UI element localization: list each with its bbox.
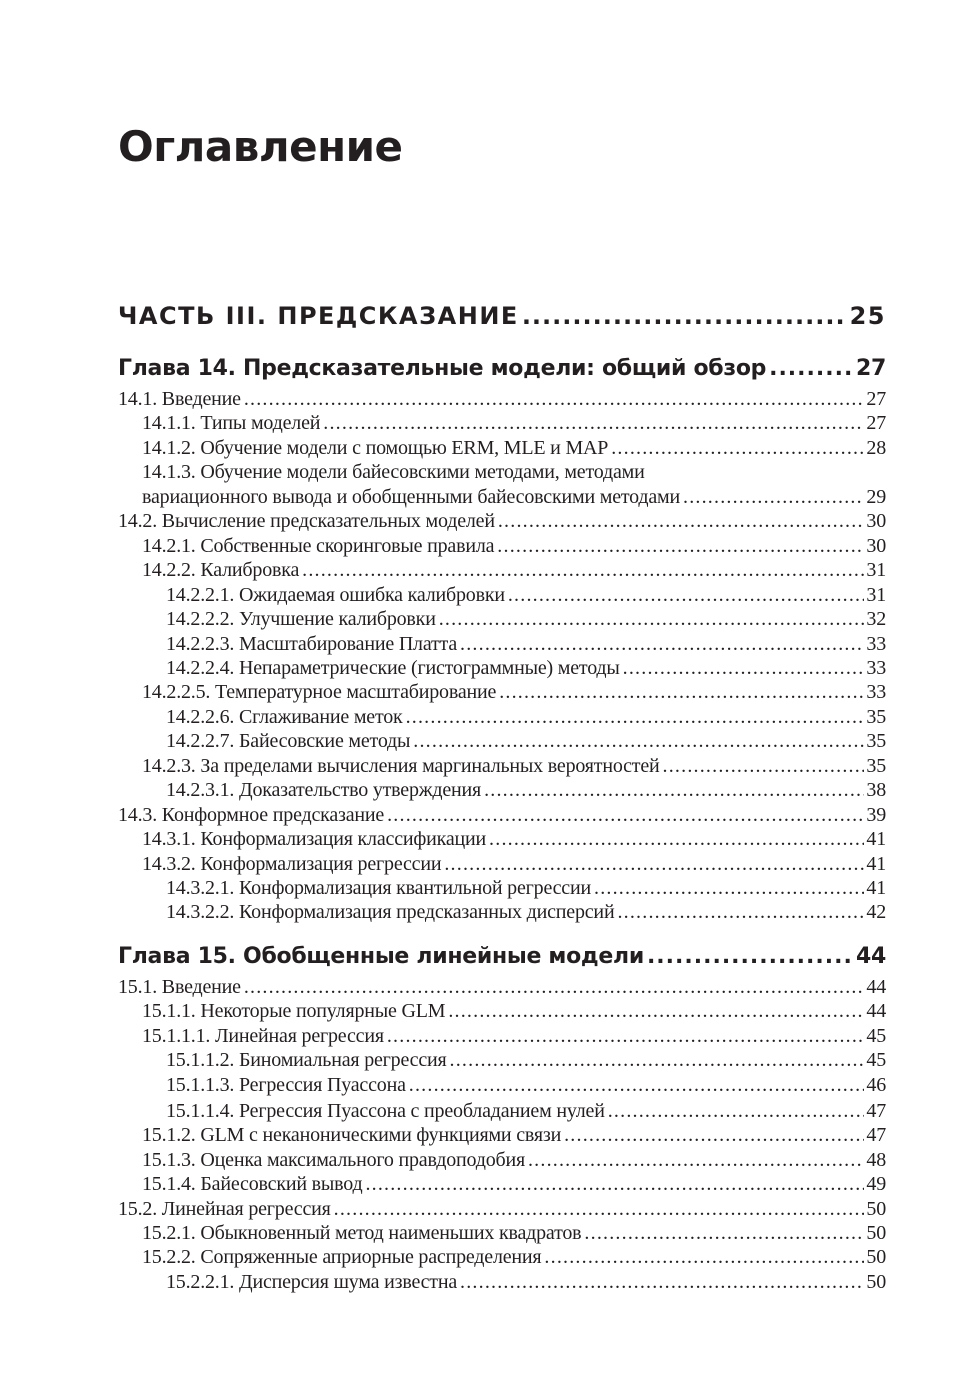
- toc-entry[interactable]: [118, 779, 886, 803]
- page-number: 33: [866, 656, 886, 679]
- entry-label: 14.3. Конформное предсказание: [118, 803, 385, 826]
- page-number: 25: [849, 302, 886, 330]
- entry-label: 14.3.2.1. Конформализация квантильной регрессии: [166, 877, 591, 899]
- toc-entry[interactable]: [118, 1149, 886, 1173]
- chapter-label: Глава 14. Предсказательные модели: общий обзор: [118, 356, 767, 381]
- toc-entry[interactable]: [118, 730, 886, 754]
- dot-leader: [498, 510, 865, 533]
- dot-leader: [387, 804, 864, 827]
- entry-label: 14.2.2.4. Непараметрические (гистограммные) методы: [166, 656, 620, 679]
- toc-entry[interactable]: [118, 877, 886, 901]
- dot-leader: [323, 412, 864, 435]
- toc-entry[interactable]: [118, 437, 886, 461]
- page-number: 50: [866, 1197, 886, 1220]
- dot-leader: [406, 706, 865, 729]
- part-label: ЧАСТЬ III. ПРЕДСКАЗАНИЕ: [118, 302, 519, 330]
- entry-label: 15.1.1.2. Биномиальная регрессия: [166, 1049, 447, 1072]
- page-number: 44: [866, 976, 886, 998]
- entry-label: вариационного вывода и обобщенными байесовскими методами: [142, 485, 680, 508]
- toc-entry[interactable]: [118, 388, 886, 412]
- entry-label: 14.2.2.6. Сглаживание меток: [166, 705, 403, 728]
- dot-leader: [334, 1198, 865, 1221]
- page-number: 41: [866, 852, 886, 875]
- page-number: 27: [855, 356, 886, 381]
- dot-leader: [413, 730, 864, 753]
- entry-label: 14.3.1. Конформализация классификации: [142, 828, 487, 851]
- page-number: 27: [866, 412, 886, 435]
- dot-leader: [584, 1222, 864, 1245]
- page-number: 44: [866, 1000, 886, 1023]
- toc-entry[interactable]: [118, 901, 886, 925]
- page-number: 47: [866, 1099, 886, 1122]
- entry-label: 15.1. Введение: [118, 976, 241, 998]
- toc-entry[interactable]: [118, 535, 886, 559]
- dot-leader: [439, 608, 865, 631]
- dot-leader: [611, 437, 864, 460]
- dot-leader: [244, 976, 865, 999]
- toc-chapter[interactable]: [118, 944, 886, 969]
- toc-entry[interactable]: [118, 828, 886, 852]
- entry-label: 15.2.2. Сопряженные априорные распределения: [142, 1246, 542, 1269]
- page-number: 30: [866, 534, 886, 557]
- toc-entry[interactable]: [118, 486, 886, 510]
- toc-entry[interactable]: [118, 706, 886, 730]
- page-number: 46: [866, 1073, 886, 1096]
- page-number: 39: [866, 803, 886, 826]
- page-number: 33: [866, 632, 886, 655]
- page-number: 38: [866, 779, 886, 802]
- toc-entry[interactable]: [118, 755, 886, 779]
- dot-leader: [663, 755, 865, 778]
- dot-leader: [302, 559, 864, 582]
- dot-leader: [460, 1271, 864, 1294]
- toc-entry[interactable]: [118, 608, 886, 632]
- page-number: 28: [866, 436, 886, 459]
- chapter-label: Глава 15. Обобщенные линейные модели: [118, 944, 644, 969]
- page-number: 41: [866, 877, 886, 899]
- dot-leader: [489, 828, 864, 851]
- toc-entry[interactable]: [118, 559, 886, 583]
- dot-leader: [244, 388, 865, 411]
- dot-leader: [448, 1000, 864, 1023]
- entry-label: 14.2.2. Калибровка: [142, 559, 300, 582]
- entry-label: 15.1.2. GLM с неканоническими функциями связи: [142, 1124, 562, 1147]
- toc-entry[interactable]: [118, 633, 886, 657]
- toc-entry[interactable]: [118, 853, 886, 877]
- entry-label: 15.2.1. Обыкновенный метод наименьших квадратов: [142, 1222, 582, 1244]
- toc-entry[interactable]: [118, 1049, 886, 1073]
- entry-label: 14.2.3. За пределами вычисления маргинальных вероятностей: [142, 754, 660, 777]
- page-number: 45: [866, 1024, 886, 1047]
- page-title: Оглавление: [118, 122, 403, 171]
- page-number: 50: [866, 1246, 886, 1269]
- dot-leader: [499, 681, 864, 704]
- page-number: 48: [866, 1148, 886, 1171]
- dot-leader: [683, 486, 864, 509]
- dot-leader: [409, 1074, 865, 1097]
- page-number: 31: [866, 583, 886, 606]
- dot-leader: [647, 944, 854, 969]
- page-number: 41: [866, 828, 886, 851]
- page-number: 31: [866, 559, 886, 582]
- dot-leader: [608, 1100, 865, 1123]
- toc-entry[interactable]: [118, 1124, 886, 1148]
- dot-leader: [522, 302, 848, 330]
- page-number: 35: [866, 705, 886, 728]
- toc-entry[interactable]: [118, 1271, 886, 1295]
- entry-label: 14.3.2.2. Конформализация предсказанных дисперсий: [166, 901, 615, 924]
- dot-leader: [460, 633, 864, 656]
- entry-label: 14.2.2.3. Масштабирование Платта: [166, 632, 458, 655]
- dot-leader: [564, 1124, 864, 1147]
- page-number: 44: [855, 944, 886, 969]
- page-number: 32: [866, 608, 886, 631]
- dot-leader: [484, 779, 864, 802]
- toc-entry[interactable]: [118, 1025, 886, 1049]
- entry-label: 14.2. Вычисление предсказательных моделей: [118, 510, 495, 533]
- entry-label: 15.1.3. Оценка максимального правдоподобия: [142, 1148, 525, 1171]
- page-number: 35: [866, 730, 886, 753]
- toc-entry[interactable]: [118, 412, 886, 436]
- page-number: 42: [866, 901, 886, 924]
- toc-entry-first-line[interactable]: 14.1.3. Обучение модели байесовскими методами, методами: [142, 461, 645, 484]
- entry-label: 14.1.1. Типы моделей: [142, 412, 321, 435]
- page-number: 47: [866, 1124, 886, 1147]
- toc-entry[interactable]: [118, 1198, 886, 1222]
- page-number: 45: [866, 1049, 886, 1072]
- page-number: 50: [866, 1222, 886, 1244]
- entry-label: 15.1.4. Байесовский вывод: [142, 1173, 363, 1196]
- page-number: 29: [866, 485, 886, 508]
- dot-leader: [365, 1173, 864, 1196]
- dot-leader: [450, 1049, 865, 1072]
- toc-entry[interactable]: [118, 584, 886, 608]
- page-number: 49: [866, 1173, 886, 1196]
- entry-label: 15.1.1.3. Регрессия Пуассона: [166, 1073, 406, 1096]
- dot-leader: [617, 901, 864, 924]
- dot-leader: [497, 535, 864, 558]
- dot-leader: [387, 1025, 865, 1048]
- page-number: 30: [866, 510, 886, 533]
- toc-entry[interactable]: [118, 1222, 886, 1246]
- entry-label: 14.1.2. Обучение модели с помощью ERM, MLE и MAP: [142, 436, 609, 459]
- dot-leader: [508, 584, 865, 607]
- toc-entry[interactable]: [118, 657, 886, 681]
- toc-chapter[interactable]: [118, 356, 886, 381]
- toc-entry[interactable]: [118, 1100, 886, 1124]
- toc-part[interactable]: [118, 302, 886, 330]
- entry-label: 14.2.2.1. Ожидаемая ошибка калибровки: [166, 583, 505, 606]
- entry-label: 14.2.2.7. Байесовские методы: [166, 730, 411, 753]
- page-number: 35: [866, 754, 886, 777]
- entry-label: 15.2. Линейная регрессия: [118, 1197, 331, 1220]
- page-number: 27: [866, 388, 886, 410]
- toc-entry[interactable]: [118, 681, 886, 705]
- entry-label: 14.2.2.2. Улучшение калибровки: [166, 608, 436, 631]
- entry-label: 15.2.2.1. Дисперсия шума известна: [166, 1270, 458, 1293]
- dot-leader: [769, 356, 854, 381]
- entry-label: 14.1. Введение: [118, 388, 241, 410]
- toc-entry[interactable]: [118, 1074, 886, 1098]
- toc-entry[interactable]: [118, 1246, 886, 1270]
- toc-entry[interactable]: [118, 976, 886, 1000]
- entry-label: 14.2.2.5. Температурное масштабирование: [142, 681, 497, 704]
- entry-label: 15.1.1.1. Линейная регрессия: [142, 1024, 384, 1047]
- dot-leader: [594, 877, 864, 900]
- dot-leader: [444, 853, 864, 876]
- dot-leader: [528, 1149, 864, 1172]
- entry-label: 15.1.1. Некоторые популярные GLM: [142, 1000, 446, 1023]
- page-number: 33: [866, 681, 886, 704]
- toc-entry[interactable]: [118, 1000, 886, 1024]
- entry-label: 14.2.3.1. Доказательство утверждения: [166, 779, 482, 802]
- dot-leader: [623, 657, 865, 680]
- dot-leader: [544, 1246, 864, 1269]
- toc-entry[interactable]: [118, 804, 886, 828]
- entry-label: 15.1.1.4. Регрессия Пуассона с преобладанием нулей: [166, 1099, 605, 1122]
- entry-label: 14.3.2. Конформализация регрессии: [142, 852, 442, 875]
- toc-entry[interactable]: [118, 1173, 886, 1197]
- page-number: 50: [866, 1270, 886, 1293]
- entry-label: 14.2.1. Собственные скоринговые правила: [142, 534, 495, 557]
- toc-entry[interactable]: [118, 510, 886, 534]
